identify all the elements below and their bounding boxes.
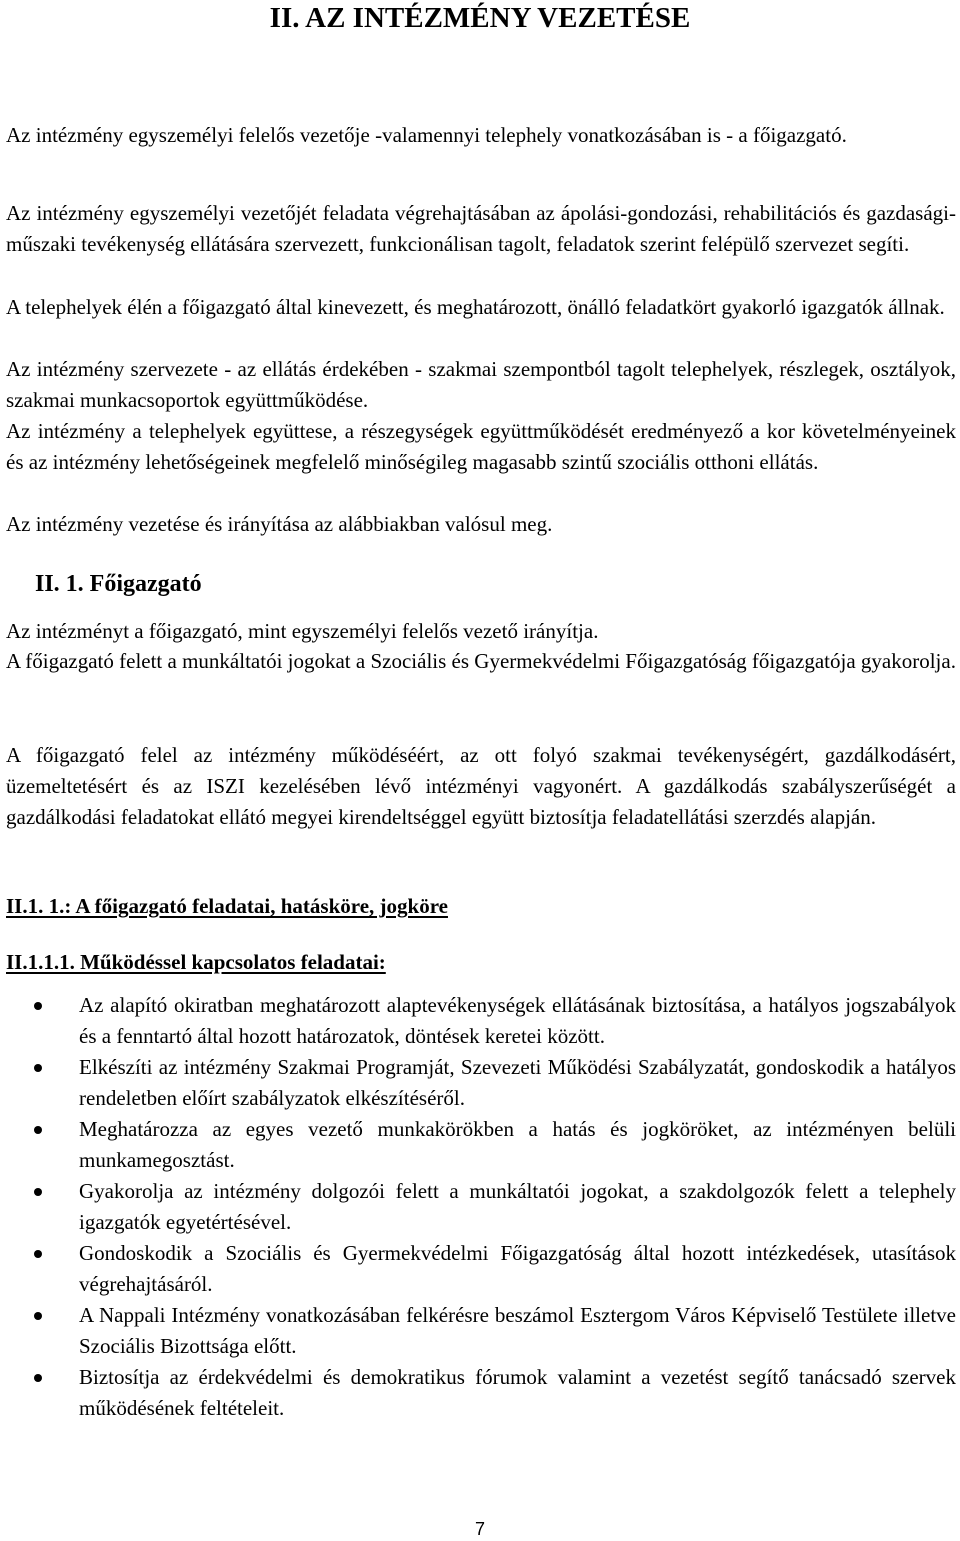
list-item-text: A Nappali Intézmény vonatkozásában felkérésre beszámol Esztergom Város Képviselő Testülete illetve Szociális Bizottsága előtt. bbox=[79, 1303, 956, 1358]
bullet-icon bbox=[34, 1374, 42, 1382]
list-item bbox=[0, 1362, 960, 1424]
intro-paragraph-1: Az intézmény egyszemélyi felelős vezetője -valamennyi telephely vonatkozásában is - a főigazgató. bbox=[6, 123, 847, 147]
list-item-text: Gondoskodik a Szociális és Gyermekvédelmi Főigazgatóság által hozott intézkedések, utasítások végrehajtásáról. bbox=[79, 1241, 956, 1296]
section-paragraph-2: A főigazgató felett a munkáltatói jogokat a Szociális és Gyermekvédelmi Főigazgatóság főigazgatója gyakorolja. bbox=[6, 649, 956, 673]
list-item bbox=[0, 1300, 960, 1362]
intro-paragraph-5: Az intézmény a telephelyek együttese, a részegységek együttműködését eredményező a kor követelményeinek és az intézmény lehetőségeinek megfelelő minőségileg magasabb szintű szociális otthoni ellátás. bbox=[6, 419, 956, 474]
bullet-icon bbox=[34, 1312, 42, 1320]
bullet-icon bbox=[34, 1188, 42, 1196]
list-item bbox=[0, 1052, 960, 1114]
intro-paragraph-6: Az intézmény vezetése és irányítása az alábbiakban valósul meg. bbox=[6, 512, 553, 536]
section-paragraph-3: A főigazgató felel az intézmény működéséért, az ott folyó szakmai tevékenységért, gazdálkodásért, üzemeltetésért és az ISZI kezelésében lévő intézményi vagyonért. A gazdálkodás szabályszerűségét a gazdálkodási feladatokat ellátó megyei kirendeltséggel együtt biztosítja feladatellátási szerzdés alapján. bbox=[6, 743, 956, 829]
list-item-text: Biztosítja az érdekvédelmi és demokratikus fórumok valamint a vezetést segítő tanácsadó szervek működésének feltételeit. bbox=[79, 1365, 956, 1420]
page-number: 7 bbox=[474, 1519, 485, 1539]
bullet-icon bbox=[34, 1250, 42, 1258]
bullet-icon bbox=[34, 1064, 42, 1072]
list-item bbox=[0, 990, 960, 1052]
list-item-text: Elkészíti az intézmény Szakmai Programját, Szevezeti Működési Szabályzatát, gondoskodik a hatályos rendeletben előírt szabályzatok elkészítéséről. bbox=[79, 1055, 956, 1110]
duties-list bbox=[0, 990, 960, 1424]
bullet-icon bbox=[34, 1126, 42, 1134]
subsection-heading: II.1. 1.: A főigazgató feladatai, hatásköre, jogköre bbox=[6, 894, 448, 918]
intro-paragraph-2: Az intézmény egyszemélyi vezetőjét feladata végrehajtásában az ápolási-gondozási, rehabilitációs és gazdasági-műszaki tevékenység ellátására szervezett, funkcionálisan tagolt, feladatok szerint felépülő szervezet segíti. bbox=[6, 201, 956, 256]
subsubsection-heading: II.1.1.1. Működéssel kapcsolatos feladatai: bbox=[6, 950, 386, 974]
list-item-text: Gyakorolja az intézmény dolgozói felett a munkáltatói jogokat, a szakdolgozók felett a telephely igazgatók egyetértésével. bbox=[79, 1179, 956, 1234]
list-item-text: Meghatározza az egyes vezető munkakörökben a hatás és jogköröket, az intézményen belüli munkamegosztást. bbox=[79, 1117, 956, 1172]
list-item bbox=[0, 1176, 960, 1238]
list-item bbox=[0, 1238, 960, 1300]
section-paragraph-1: Az intézményt a főigazgató, mint egyszemélyi felelős vezető irányítja. bbox=[6, 619, 599, 643]
list-item-text: Az alapító okiratban meghatározott alaptevékenységek ellátásának biztosítása, a hatályos jogszabályok és a fenntartó által hozott határozatok, döntések keretei között. bbox=[79, 993, 956, 1048]
list-item bbox=[0, 1114, 960, 1176]
intro-paragraph-3: A telephelyek élén a főigazgató által kinevezett, és meghatározott, önálló feladatkört gyakorló igazgatók állnak. bbox=[6, 295, 945, 319]
intro-paragraph-4: Az intézmény szervezete - az ellátás érdekében - szakmai szempontból tagolt telephelyek, részlegek, osztályok, szakmai munkacsoportok együttműködése. bbox=[6, 357, 956, 412]
section-heading: II. 1. Főigazgató bbox=[35, 571, 202, 597]
bullet-icon bbox=[34, 1002, 42, 1010]
page-title: II. AZ INTÉZMÉNY VEZETÉSE bbox=[269, 2, 691, 34]
